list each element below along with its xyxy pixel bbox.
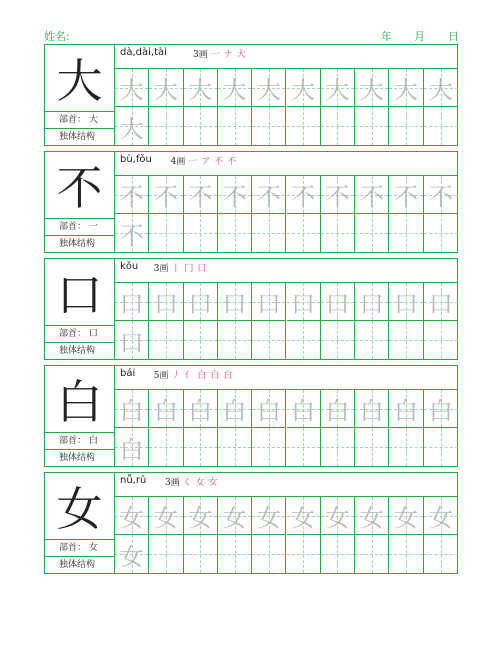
practice-cell[interactable] [115,535,149,573]
practice-cell[interactable] [218,69,252,107]
trace-character: 不 [359,183,384,211]
trace-character: 大 [153,76,178,104]
practice-cell[interactable] [149,535,183,573]
trace-character: 口 [291,290,316,318]
practice-cell[interactable] [355,497,389,535]
trace-character: 女 [119,542,144,571]
stroke-step: ナ [223,50,233,60]
practice-cell[interactable] [355,390,389,428]
practice-cell[interactable] [184,321,218,359]
trace-character: 女 [222,504,247,532]
model-character: 女 [56,482,103,536]
trace-character: 口 [119,290,144,318]
char-info-column [45,152,115,252]
trace-character: 大 [359,76,384,104]
trace-character: 口 [359,290,384,318]
practice-cell[interactable] [184,535,218,573]
stroke-count: 3画 く 女 女 [165,478,218,488]
practice-cell[interactable] [252,535,286,573]
radical-label: 部首： 一 [45,218,114,235]
practice-cell[interactable] [424,176,458,214]
trace-character: 白 [188,397,213,425]
practice-cell[interactable] [355,321,389,359]
practice-cell[interactable] [115,214,149,252]
trace-character: 女 [119,504,144,532]
stroke-step: 一 [210,50,220,60]
practice-cell[interactable] [287,283,321,321]
structure-label: 独体结构 [45,556,114,573]
practice-cell[interactable] [389,176,423,214]
radical-label: 部首： 口 [45,325,114,342]
practice-cell[interactable] [149,390,183,428]
stroke-count: 3画 丨 冂 口 [153,264,207,274]
radical-label: 部首： 女 [45,539,114,556]
practice-cell[interactable] [321,107,355,145]
pinyin-text: bù,fǒu [120,154,152,165]
trace-character: 白 [153,397,178,425]
practice-cell[interactable] [184,497,218,535]
practice-cell[interactable] [389,107,423,145]
month-label: 月 [414,30,425,43]
practice-cell[interactable] [321,214,355,252]
practice-cell[interactable] [424,497,458,535]
trace-character: 口 [394,290,419,318]
practice-cell[interactable] [287,428,321,466]
practice-cell[interactable] [184,69,218,107]
trace-character: 白 [394,397,419,425]
practice-cell[interactable] [149,428,183,466]
char-info-column [45,259,115,359]
practice-cell[interactable] [218,107,252,145]
practice-cell[interactable] [149,214,183,252]
trace-character: 女 [394,504,419,532]
char-block [44,151,458,253]
practice-cell[interactable] [184,283,218,321]
practice-cell[interactable] [389,69,423,107]
trace-character: 女 [325,504,350,532]
name-label: 姓名: [44,30,70,43]
trace-character: 白 [359,397,384,425]
practice-cell[interactable] [218,176,252,214]
structure-label: 独体结构 [45,128,114,145]
practice-cell[interactable] [424,69,458,107]
char-block [44,44,458,146]
trace-character: 大 [291,76,316,104]
year-label: 年 [381,30,392,43]
practice-cell[interactable] [321,283,355,321]
trace-character: 白 [119,397,144,425]
practice-cell[interactable] [115,283,149,321]
trace-character: 白 [222,397,247,425]
practice-cell[interactable] [218,535,252,573]
practice-cell[interactable] [149,107,183,145]
trace-character: 不 [119,221,144,250]
practice-cell[interactable] [184,107,218,145]
practice-cell[interactable] [287,107,321,145]
practice-cell[interactable] [115,321,149,359]
practice-cell[interactable] [218,283,252,321]
trace-character: 白 [428,397,453,425]
practice-cell[interactable] [321,176,355,214]
pinyin-text: bái [120,368,136,379]
practice-cell[interactable] [424,283,458,321]
trace-character: 口 [188,290,213,318]
trace-character: 大 [394,76,419,104]
practice-cell[interactable] [149,283,183,321]
trace-character: 口 [428,290,453,318]
structure-label: 独体结构 [45,235,114,252]
stroke-step: 女 [208,478,218,488]
practice-cell[interactable] [424,214,458,252]
practice-cell[interactable] [321,497,355,535]
practice-cell[interactable] [287,390,321,428]
practice-cell[interactable] [424,390,458,428]
stroke-step: 亻 [184,371,194,381]
practice-cell[interactable] [218,390,252,428]
pinyin-row [115,473,458,497]
pinyin-row [115,366,458,390]
practice-cell[interactable] [218,214,252,252]
practice-cell[interactable] [287,214,321,252]
structure-label: 独体结构 [45,342,114,359]
model-character: 不 [56,161,103,215]
trace-character: 女 [291,504,316,532]
stroke-step: 大 [236,50,246,60]
practice-cell[interactable] [218,428,252,466]
char-block [44,472,458,574]
stroke-step: 白 [197,371,207,381]
stroke-step: ア [201,157,211,167]
trace-character: 口 [119,328,144,357]
practice-cell[interactable] [115,107,149,145]
practice-cell[interactable] [355,107,389,145]
pinyin-text: dà,dài,tài [120,47,167,58]
practice-cell[interactable] [252,283,286,321]
practice-cell[interactable] [184,390,218,428]
trace-character: 口 [153,290,178,318]
char-info-column [45,45,115,145]
model-character: 大 [56,54,103,108]
practice-cell[interactable] [389,535,423,573]
practice-cell[interactable] [252,428,286,466]
practice-cell[interactable] [115,497,149,535]
trace-character: 不 [325,183,350,211]
radical-label: 部首： 白 [45,432,114,449]
trace-character: 女 [428,504,453,532]
practice-cell[interactable] [355,428,389,466]
trace-character: 白 [325,397,350,425]
pinyin-row [115,259,458,283]
practice-cell[interactable] [149,176,183,214]
practice-cell[interactable] [287,176,321,214]
stroke-step: 丿 [171,371,181,381]
practice-cell[interactable] [321,390,355,428]
model-character: 白 [56,375,103,429]
trace-character: 不 [119,183,144,211]
practice-cell[interactable] [184,176,218,214]
stroke-step: 一 [188,157,198,167]
practice-cell[interactable] [115,390,149,428]
practice-cell[interactable] [149,69,183,107]
practice-cell[interactable] [115,428,149,466]
trace-character: 女 [359,504,384,532]
stroke-step: 不 [214,157,224,167]
trace-character: 白 [256,397,281,425]
practice-cell[interactable] [149,321,183,359]
stroke-step: 白 [210,371,220,381]
stroke-step: 白 [223,371,233,381]
trace-character: 口 [325,290,350,318]
practice-cell[interactable] [355,535,389,573]
practice-cell[interactable] [252,497,286,535]
trace-character: 不 [222,183,247,211]
practice-cell[interactable] [355,283,389,321]
char-info-column [45,473,115,573]
practice-cell[interactable] [287,497,321,535]
stroke-step: 冂 [184,264,194,274]
practice-cell[interactable] [184,428,218,466]
char-info-column [45,366,115,466]
practice-cell[interactable] [218,321,252,359]
practice-cell[interactable] [252,214,286,252]
day-label: 日 [448,30,459,43]
practice-cell[interactable] [115,176,149,214]
trace-character: 不 [256,183,281,211]
trace-character: 口 [256,290,281,318]
trace-character: 不 [153,183,178,211]
trace-character: 女 [256,504,281,532]
structure-label: 独体结构 [45,449,114,466]
practice-cell[interactable] [389,497,423,535]
practice-cell[interactable] [252,69,286,107]
stroke-step: く [182,478,192,488]
practice-cell[interactable] [287,535,321,573]
practice-cell[interactable] [149,497,183,535]
stroke-count: 5画 丿 亻 白 白 白 [153,371,233,381]
trace-character: 女 [153,504,178,532]
practice-cell[interactable] [424,321,458,359]
practice-cell[interactable] [389,321,423,359]
trace-character: 不 [291,183,316,211]
practice-cell[interactable] [252,176,286,214]
pinyin-text: kǒu [120,261,139,272]
practice-cell[interactable] [252,390,286,428]
stroke-count: 3画 一 ナ 大 [193,50,246,60]
practice-cell[interactable] [115,69,149,107]
practice-cell[interactable] [252,321,286,359]
practice-cell[interactable] [321,69,355,107]
trace-character: 大 [119,76,144,104]
practice-cell[interactable] [321,321,355,359]
practice-cell[interactable] [252,107,286,145]
stroke-step: 丨 [171,264,181,274]
char-block [44,258,458,360]
practice-cell[interactable] [389,390,423,428]
trace-character: 不 [394,183,419,211]
stroke-step: 口 [197,264,207,274]
pinyin-row [115,45,458,69]
practice-cell[interactable] [321,428,355,466]
practice-cell[interactable] [389,214,423,252]
practice-cell[interactable] [424,428,458,466]
pinyin-row [115,152,458,176]
practice-cell[interactable] [184,214,218,252]
practice-cell[interactable] [321,535,355,573]
practice-cell[interactable] [287,69,321,107]
radical-label: 部首： 大 [45,111,114,128]
practice-cell[interactable] [355,176,389,214]
trace-character: 口 [222,290,247,318]
practice-cell[interactable] [424,107,458,145]
practice-cell[interactable] [389,428,423,466]
trace-character: 大 [119,114,144,143]
practice-cell[interactable] [424,535,458,573]
stroke-step: 不 [227,157,237,167]
model-character: 口 [56,268,103,322]
practice-cell[interactable] [218,497,252,535]
trace-character: 女 [188,504,213,532]
trace-character: 大 [222,76,247,104]
trace-character: 白 [291,397,316,425]
trace-character: 不 [188,183,213,211]
trace-character: 不 [428,183,453,211]
trace-character: 大 [428,76,453,104]
practice-cell[interactable] [355,214,389,252]
pinyin-text: nǚ,rǔ [120,475,147,486]
practice-cell[interactable] [287,321,321,359]
trace-character: 大 [325,76,350,104]
trace-character: 白 [119,435,144,464]
trace-character: 大 [256,76,281,104]
char-block [44,365,458,467]
trace-character: 大 [188,76,213,104]
stroke-step: 女 [195,478,205,488]
practice-cell[interactable] [355,69,389,107]
stroke-count: 4画 一 ア 不 不 [170,157,237,167]
practice-cell[interactable] [389,283,423,321]
